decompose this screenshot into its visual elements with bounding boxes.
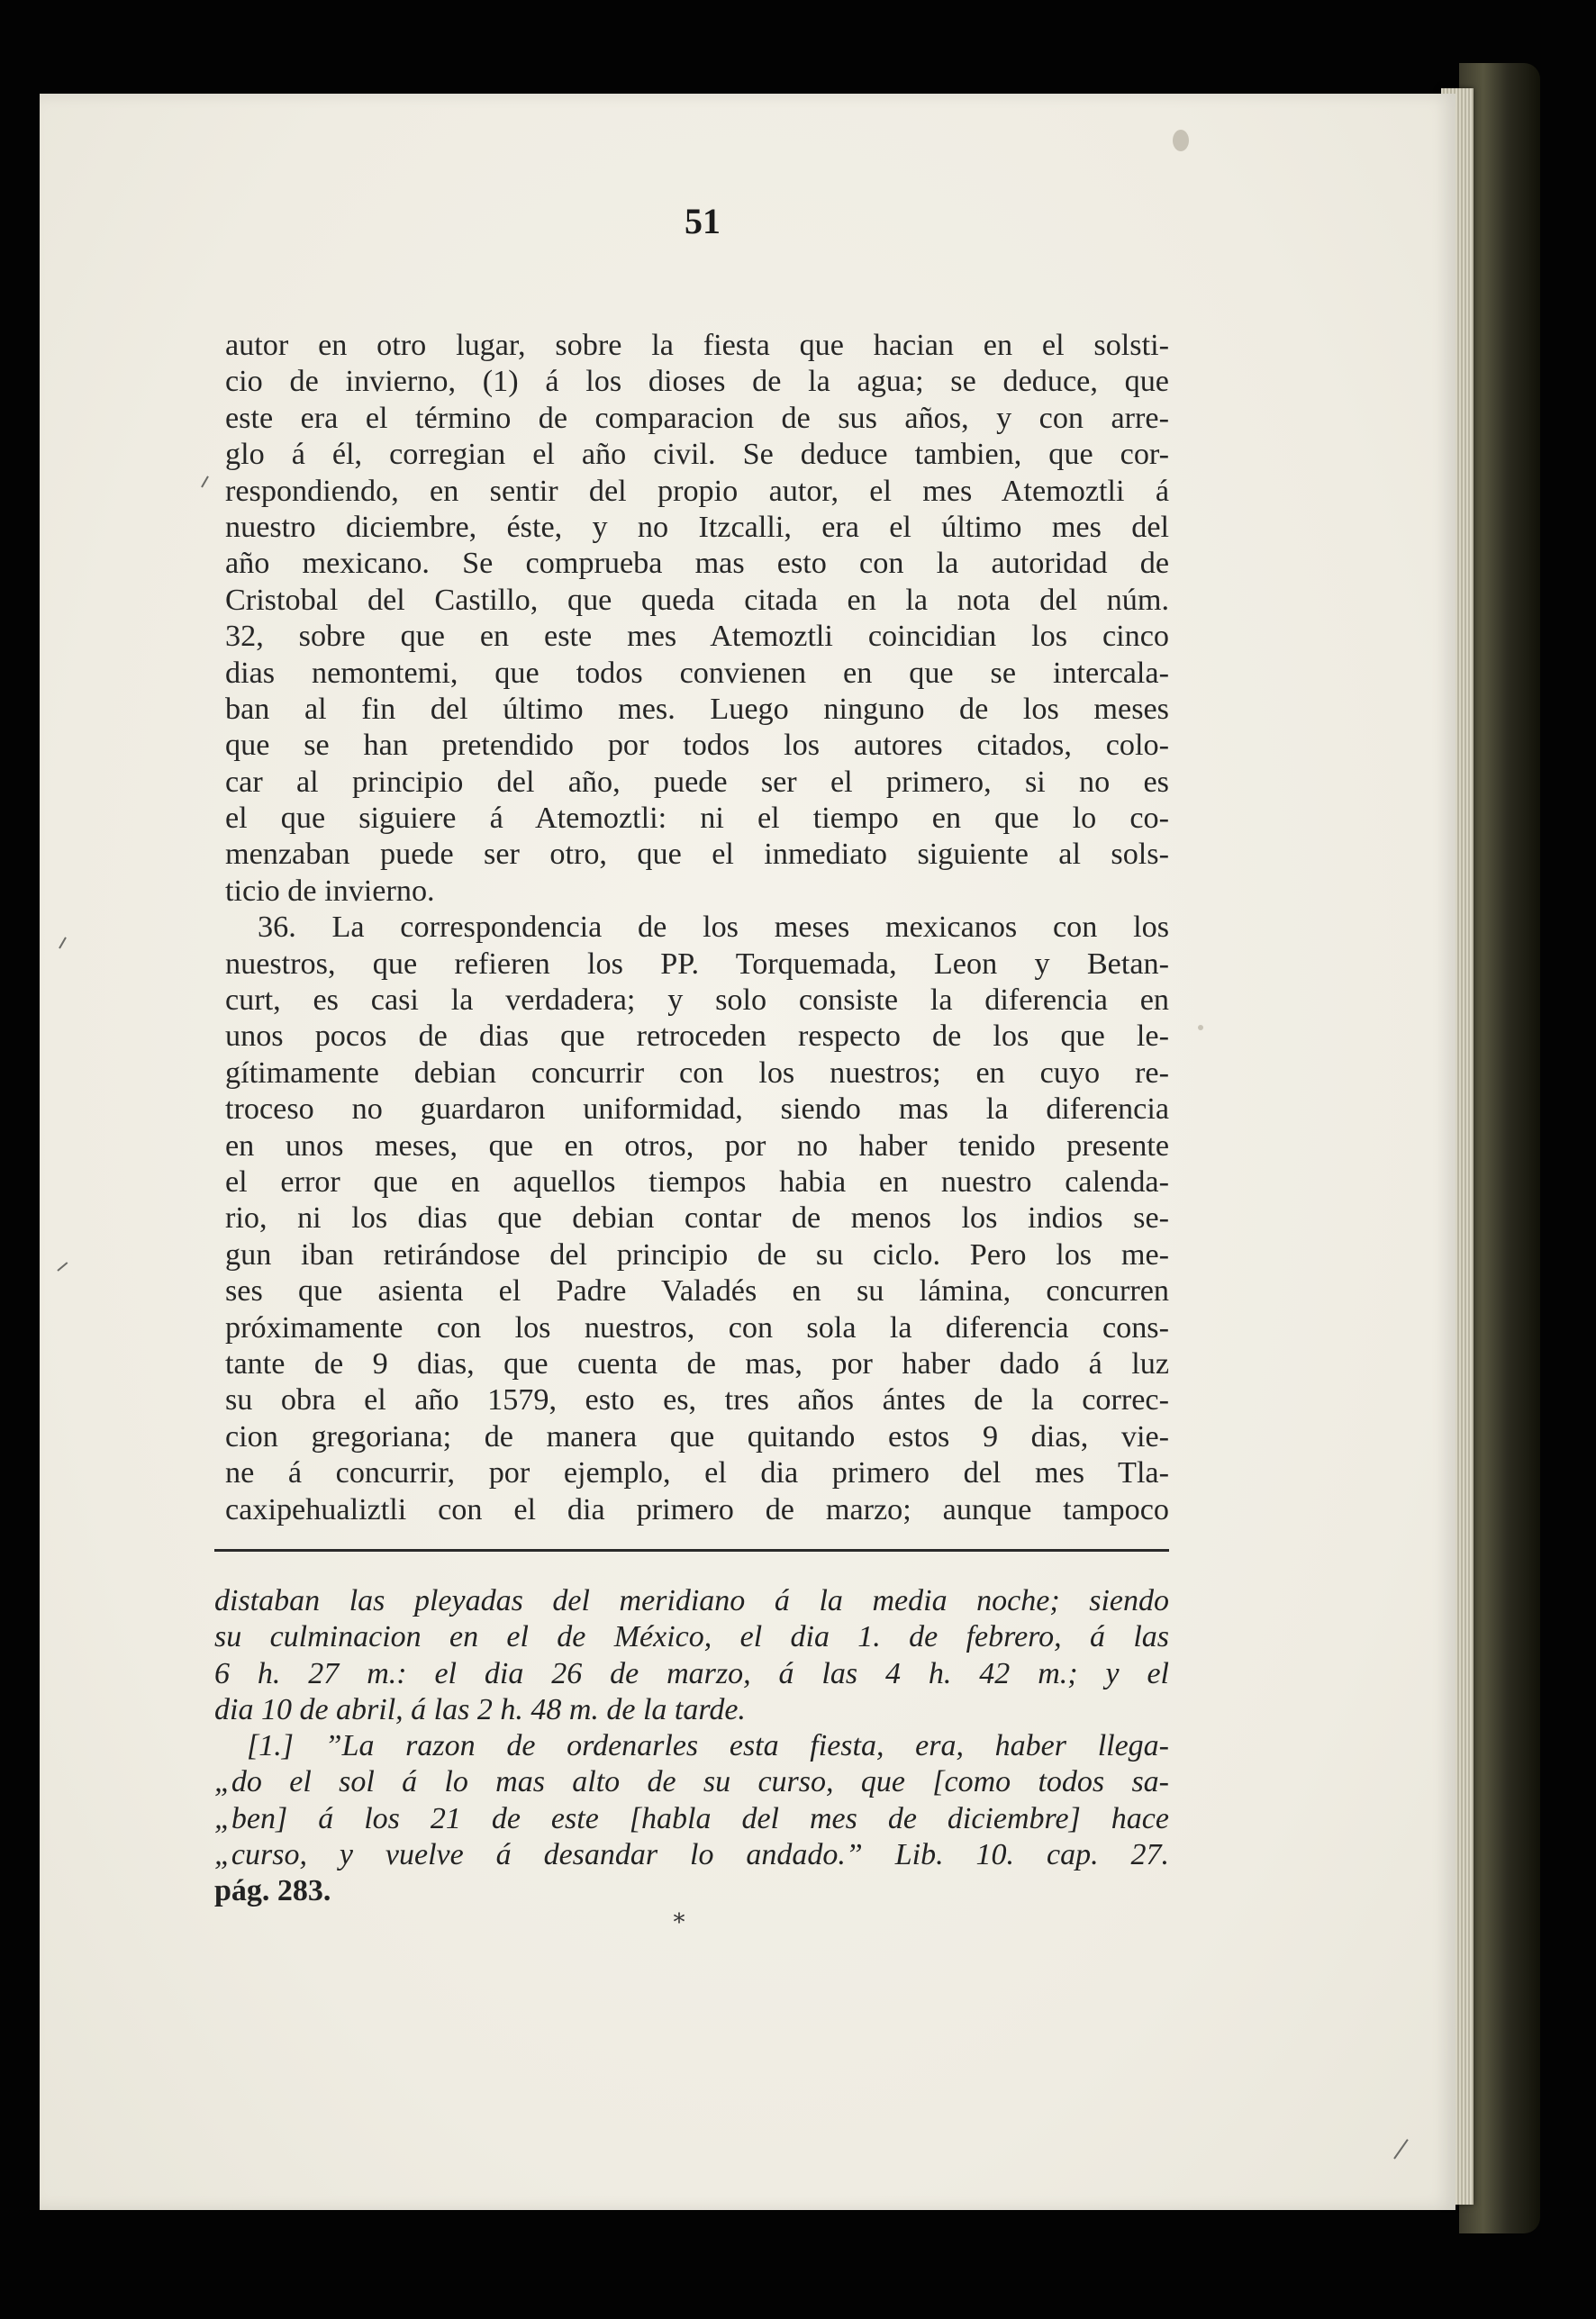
text-line: gun iban retirándose del principio de su ciclo. Pero los me- <box>225 1237 1169 1272</box>
footnote-line: dia 10 de abril, á las 2 h. 48 m. de la tarde. <box>214 1692 746 1726</box>
text-line: próximamente con los nuestros, con sola la diferencia cons- <box>225 1310 1169 1345</box>
text-line: este era el término de comparacion de sus años, y con arre- <box>225 401 1169 435</box>
text-line: su obra el año 1579, esto es, tres años ántes de la correc- <box>225 1383 1169 1418</box>
text-line: car al principio del año, puede ser el primero, si no es <box>225 765 1169 799</box>
text-line: menzaban puede ser otro, que el inmediato siguiente al sols- <box>225 838 1169 872</box>
footnote-line: „curso, y vuelve á desandar lo andado.” Lib. 10. cap. 27. <box>214 1838 1169 1872</box>
text-line: ses que asienta el Padre Valadés en su lámina, concurren <box>225 1274 1169 1309</box>
paragraph-start-line: 36. La correspondencia de los meses mexicanos con los <box>258 910 1169 945</box>
page-number: 51 <box>685 201 721 241</box>
text-line: que se han pretendido por todos los autores citados, colo- <box>225 729 1169 763</box>
text-line: nuestro diciembre, éste, y no Itzcalli, era el último mes del <box>225 510 1169 544</box>
text-line: unos pocos de dias que retroceden respecto de los que le- <box>225 1019 1169 1054</box>
text-line: cio de invierno, (1) á los dioses de la agua; se deduce, que <box>225 365 1169 399</box>
text-line: tante de 9 dias, que cuenta de mas, por haber dado á luz <box>225 1346 1169 1381</box>
ink-stain <box>1173 130 1189 151</box>
text-line: respondiendo, en sentir del propio autor, el mes Atemoztli á <box>225 474 1169 508</box>
text-line: ne á concurrir, por ejemplo, el dia primero del mes Tla- <box>225 1456 1169 1490</box>
text-line: 32, sobre que en este mes Atemoztli coincidian los cinco <box>225 620 1169 654</box>
signature-mark: * <box>673 1909 685 1936</box>
text-line: ticio de invierno. <box>225 874 435 908</box>
text-line: el que siguiere á Atemoztli: ni el tiempo en que lo co- <box>225 802 1169 836</box>
body-text <box>225 328 1169 1528</box>
footnotes <box>214 1583 1169 1910</box>
text-line: nuestros, que refieren los PP. Torquemada, Leon y Betan- <box>225 947 1169 981</box>
text-line: glo á él, corregian el año civil. Se deduce tambien, que cor- <box>225 438 1169 472</box>
text-line: ban al fin del último mes. Luego ninguno de los meses <box>225 692 1169 726</box>
text-line: en unos meses, que en otros, por no haber tenido presente <box>225 1128 1169 1163</box>
text-line: dias nemontemi, que todos convienen en que se intercala- <box>225 656 1169 690</box>
text-line: gítimamente debian concurrir con los nuestros; en cuyo re- <box>225 1055 1169 1090</box>
footnote-line: pág. 283. <box>214 1874 331 1908</box>
text-line: caxipehualiztli con el dia primero de marzo; aunque tampoco <box>225 1492 1169 1526</box>
footnote-line: [1.] ”La razon de ordenarles esta fiesta, era, haber llega- <box>247 1729 1169 1763</box>
pencil-mark <box>59 937 67 948</box>
pencil-mark <box>1393 2139 1409 2159</box>
footnote-rule <box>214 1549 1169 1552</box>
text-line: Cristobal del Castillo, que queda citada en la nota del núm. <box>225 583 1169 617</box>
text-line: cion gregoriana; de manera que quitando estos 9 dias, vie- <box>225 1419 1169 1454</box>
pencil-mark <box>201 476 209 487</box>
pencil-mark <box>57 1262 68 1272</box>
footnote-line: „do el sol á lo mas alto de su curso, que [como todos sa- <box>214 1765 1169 1799</box>
ink-dot <box>1198 1025 1203 1030</box>
text-line: año mexicano. Se comprueba mas esto con la autoridad de <box>225 547 1169 581</box>
footnote-line: „ben] á los 21 de este [habla del mes de diciembre] hace <box>214 1801 1169 1835</box>
text-line: curt, es casi la verdadera; y solo consiste la diferencia en <box>225 983 1169 1018</box>
footnote-line: su culminacion en el de México, el dia 1. de febrero, á las <box>214 1620 1169 1654</box>
footnote-line: distaban las pleyadas del meridiano á la media noche; siendo <box>214 1584 1169 1617</box>
text-line: el error que en aquellos tiempos habia en nuestro calenda- <box>225 1164 1169 1199</box>
text-line: rio, ni los dias que debian contar de menos los indios se- <box>225 1201 1169 1236</box>
text-line: autor en otro lugar, sobre la fiesta que hacian en el solsti- <box>225 329 1169 362</box>
footnote-line: 6 h. 27 m.: el dia 26 de marzo, á las 4 h. 42 m.; y el <box>214 1656 1169 1690</box>
text-line: troceso no guardaron uniformidad, siendo mas la diferencia <box>225 1092 1169 1127</box>
